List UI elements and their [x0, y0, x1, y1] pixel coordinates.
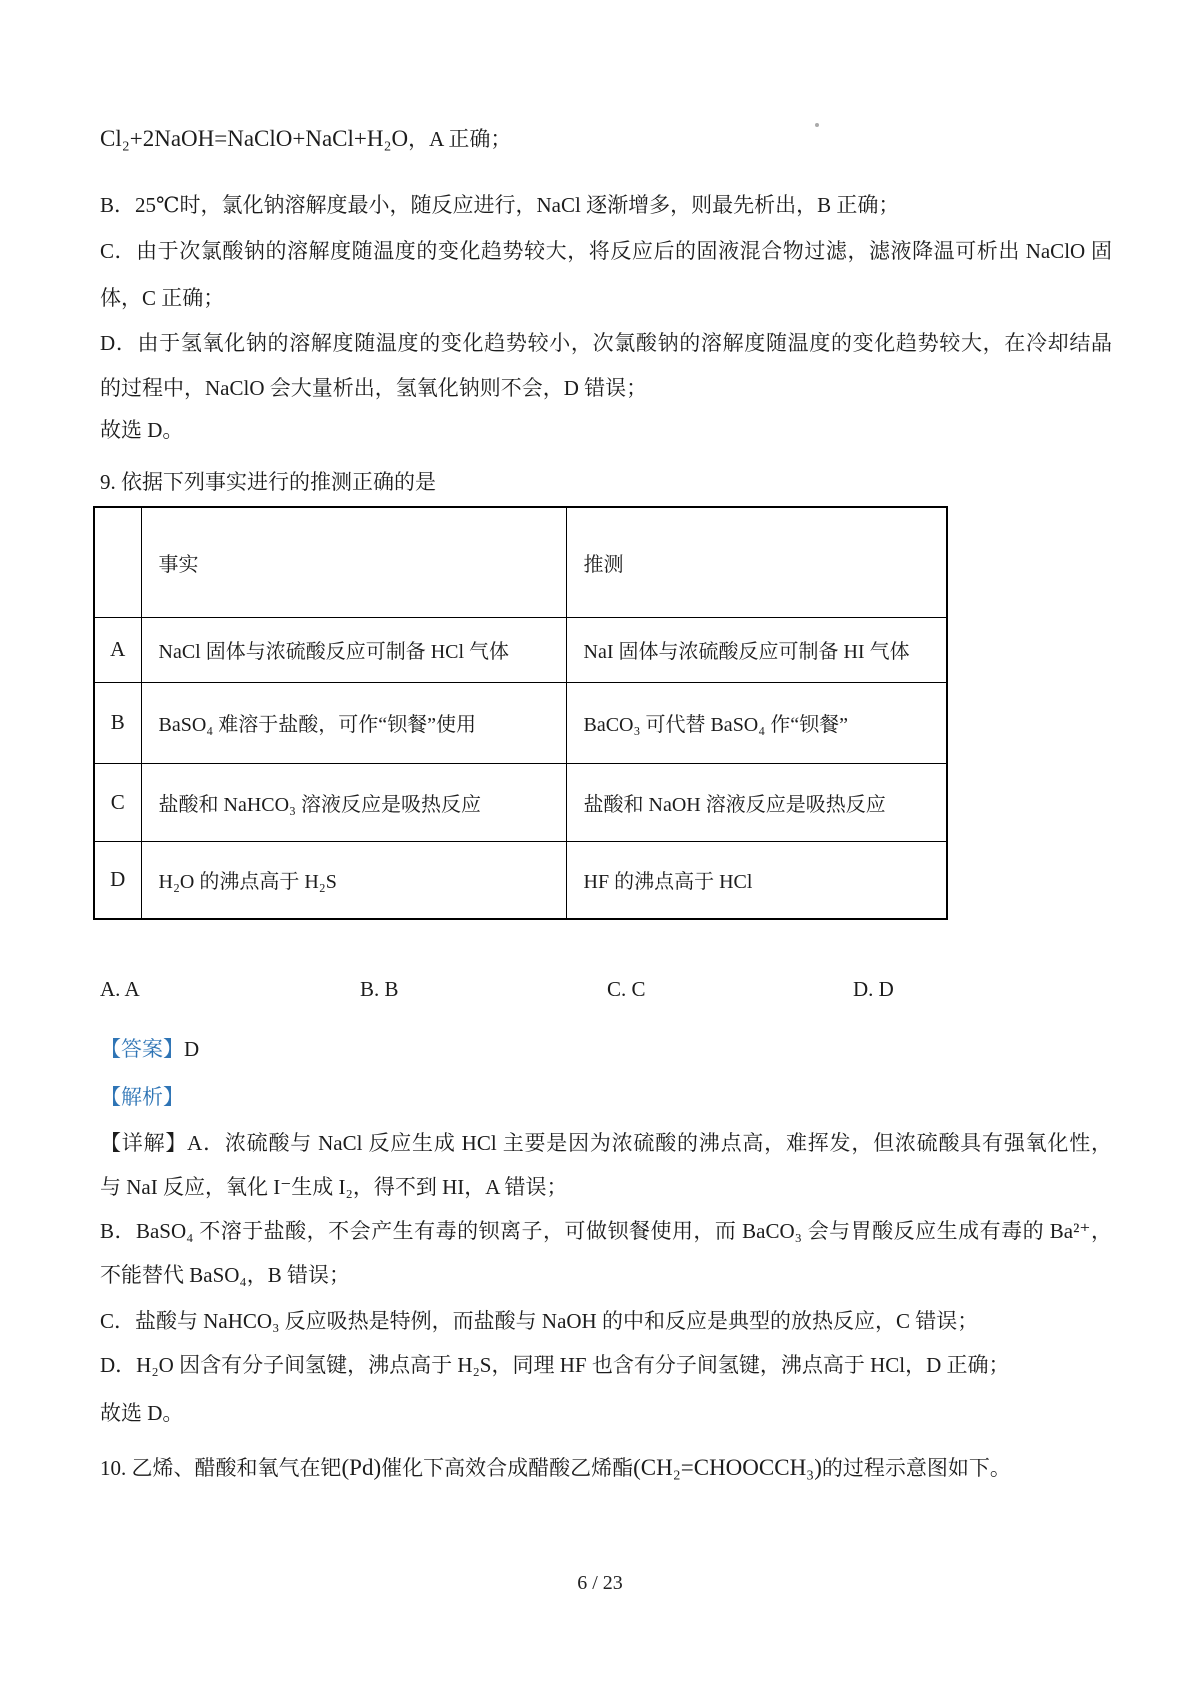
- option-a: A. A: [100, 977, 140, 1001]
- question10-text: 10. 乙烯、醋酸和氧气在钯: [100, 1456, 342, 1480]
- detail-line: 与 NaI 反应，氧化 I⁻生成 I₂，得不到 HI，A 错误；: [100, 1175, 568, 1199]
- detail-line: C．盐酸与 NaHCO₃ 反应吸热是特例，而盐酸与 NaOH 的中和反应是典型的放热反应，C 错误；: [100, 1309, 979, 1333]
- row-fact: 盐酸和 NaHCO₃ 溶液反应是吸热反应: [141, 763, 566, 841]
- solution-line-c2: 体，C 正确；: [100, 286, 225, 310]
- table-header-empty: [94, 507, 141, 617]
- question10-text: 催化下高效合成醋酸乙烯酯: [381, 1456, 634, 1480]
- detail-line: 不能替代 BaSO₄，B 错误；: [100, 1263, 350, 1287]
- option-d: D. D: [853, 977, 894, 1001]
- detail-conclusion: 故选 D。: [100, 1401, 184, 1425]
- row-label: A: [94, 617, 141, 682]
- table-header-inference: 推测: [566, 507, 947, 617]
- table-header-row: [94, 507, 947, 617]
- row-fact: H₂O 的沸点高于 H₂S: [141, 841, 566, 919]
- row-fact: NaCl 固体与浓硫酸反应可制备 HCl 气体: [141, 617, 566, 682]
- row-label: C: [94, 763, 141, 841]
- chemical-formula-pd: (Pd): [341, 1455, 382, 1480]
- solution-line-c1: C．由于次氯酸钠的溶解度随温度的变化趋势较大，将反应后的固液混合物过滤，滤液降温可析出 NaClO 固: [100, 239, 1112, 263]
- option-c: C. C: [607, 977, 646, 1001]
- table-row: [94, 841, 947, 919]
- row-inference: BaCO₃ 可代替 BaSO₄ 作“钡餐”: [566, 682, 947, 763]
- fact-inference-table: [93, 506, 948, 920]
- detail-line: D．H₂O 因含有分子间氢键，沸点高于 H₂S，同理 HF 也含有分子间氢键，沸点高于 HCl，D 正确；: [100, 1353, 1010, 1377]
- detail-line: 【详解】A．浓硫酸与 NaCl 反应生成 HCl 主要是因为浓硫酸的沸点高，难挥发，但浓硫酸具有强氧化性，: [100, 1131, 1112, 1155]
- row-inference: 盐酸和 NaOH 溶液反应是吸热反应: [566, 763, 947, 841]
- row-inference: NaI 固体与浓硫酸反应可制备 HI 气体: [566, 617, 947, 682]
- row-label: B: [94, 682, 141, 763]
- analysis-line: [100, 1084, 1112, 1111]
- analysis-label: 【解析】: [100, 1085, 184, 1109]
- table-header-fact: 事实: [141, 507, 566, 617]
- detail-line: B．BaSO₄ 不溶于盐酸，不会产生有毒的钡离子，可做钡餐使用，而 BaCO₃ 会与胃酸反应生成有毒的 Ba²⁺，: [100, 1219, 1112, 1243]
- chemical-formula-vinyl-acetate: (CH₂=CHOOCCH₃): [633, 1455, 822, 1480]
- answer-label: 【答案】: [100, 1037, 184, 1061]
- row-inference: HF 的沸点高于 HCl: [566, 841, 947, 919]
- question10-stem: [100, 1452, 1112, 1484]
- table-row: [94, 682, 947, 763]
- question9-stem: 9. 依据下列事实进行的推测正确的是: [100, 470, 436, 494]
- table-row: [94, 617, 947, 682]
- answer-line: [100, 1036, 1112, 1063]
- row-fact: BaSO₄ 难溶于盐酸，可作“钡餐”使用: [141, 682, 566, 763]
- table-row: [94, 763, 947, 841]
- chemical-equation: Cl₂+2NaOH=NaClO+NaCl+H₂O: [100, 126, 409, 151]
- solution-line-equation: [100, 125, 1112, 153]
- row-label: D: [94, 841, 141, 919]
- question10-text: 的过程示意图如下。: [821, 1456, 1011, 1480]
- option-b: B. B: [360, 977, 399, 1001]
- answer-value: D: [184, 1037, 200, 1061]
- solution-line-d1: D．由于氢氧化钠的溶解度随温度的变化趋势较小，次氯酸钠的溶解度随温度的变化趋势较大，在冷却结晶: [100, 331, 1112, 355]
- solution-line-d2: 的过程中，NaClO 会大量析出，氢氧化钠则不会，D 错误；: [100, 376, 648, 400]
- equation-suffix: ，A 正确；: [408, 127, 512, 151]
- solution-line-b: B．25℃时，氯化钠溶解度最小，随反应进行，NaCl 逐渐增多，则最先析出，B 正确；: [100, 193, 900, 217]
- page-number: 6 / 23: [577, 1572, 623, 1594]
- solution-conclusion: 故选 D。: [100, 418, 184, 442]
